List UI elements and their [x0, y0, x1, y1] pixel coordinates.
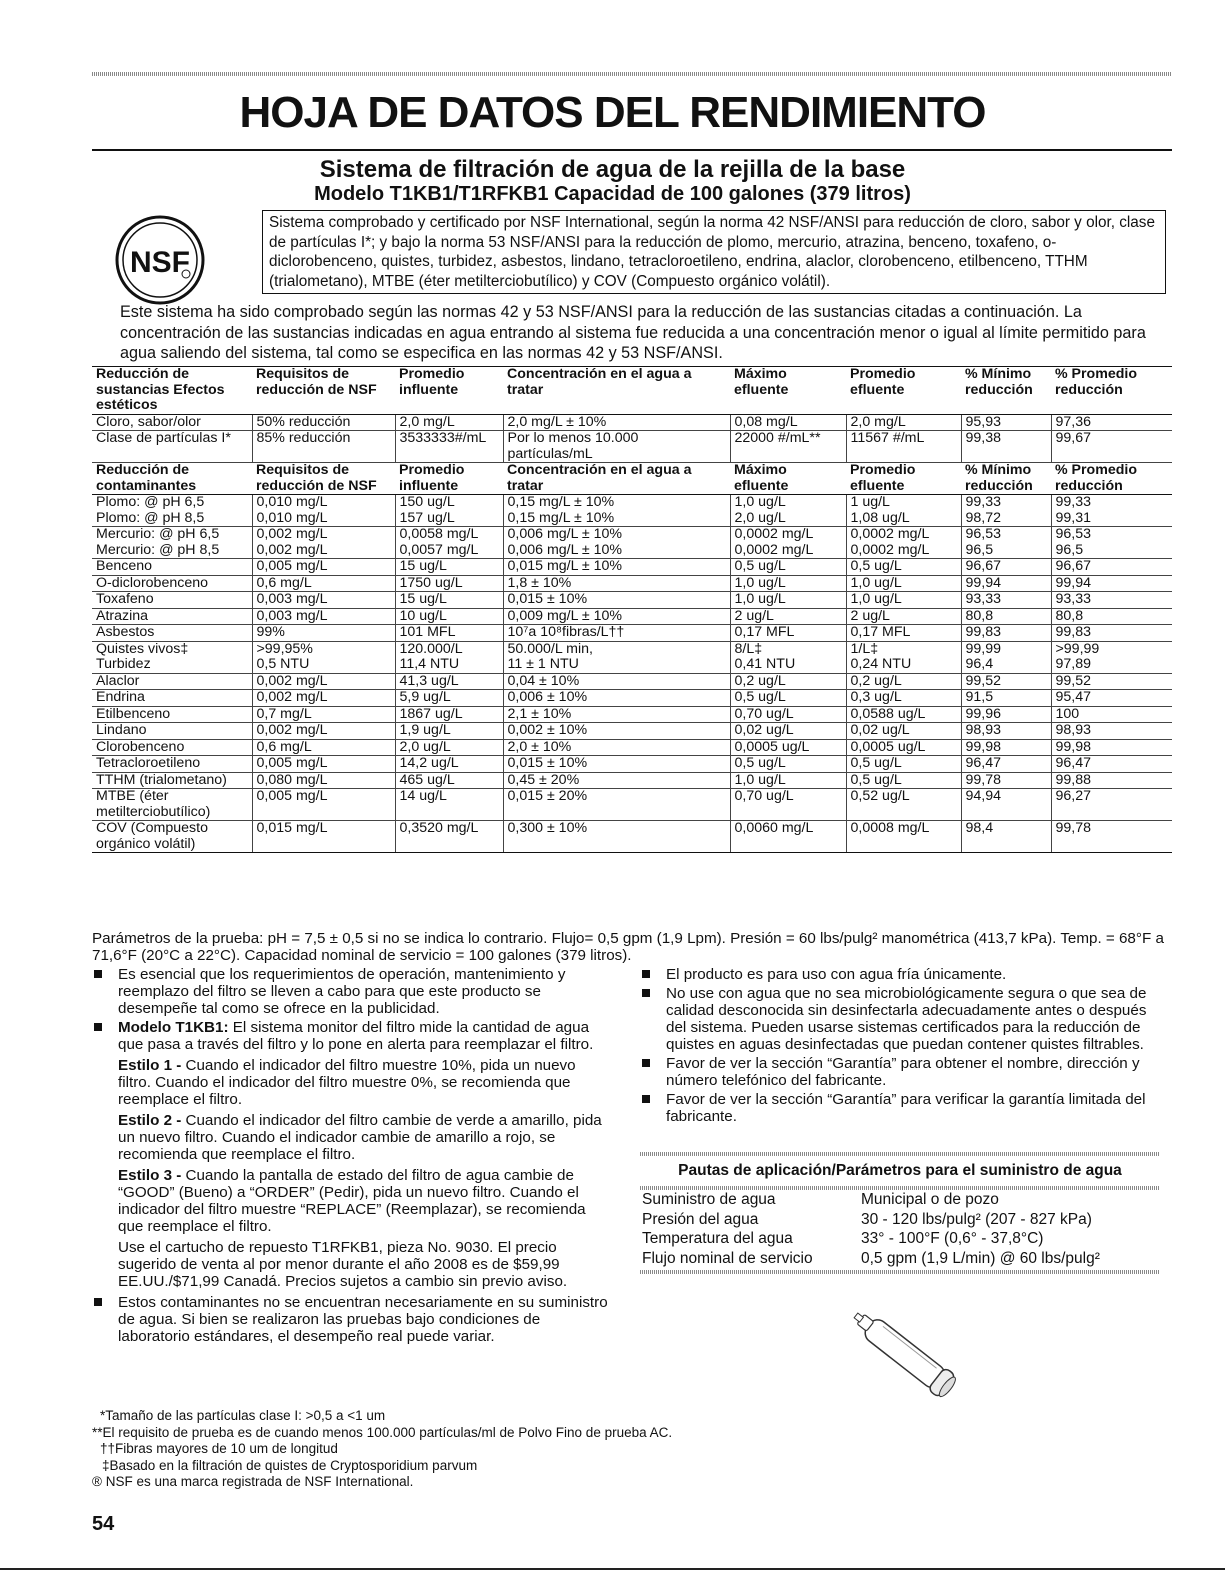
filter-cartridge-icon	[840, 1300, 970, 1410]
table-cell: Toxafeno	[92, 592, 252, 609]
table-cell: 99,99 96,4	[961, 641, 1051, 673]
table-cell: 1,9 ug/L	[395, 723, 503, 740]
column-header: % Promedio reducción	[1051, 463, 1172, 495]
table-cell: >99,95% 0,5 NTU	[252, 641, 395, 673]
table-cell: 99,38	[961, 431, 1051, 463]
table-cell: 93,33	[961, 592, 1051, 609]
footnote-fibers: ††Fibras mayores de 10 um de longitud	[100, 1441, 338, 1456]
table-row	[92, 575, 1172, 592]
table-row	[92, 559, 1172, 576]
table-row	[92, 706, 1172, 723]
table-cell: Asbestos	[92, 625, 252, 642]
table-row	[92, 690, 1172, 707]
table-cell: 0,17 MFL	[846, 625, 961, 642]
table-row	[92, 527, 1172, 559]
table-cell: MTBE (éter metilterciobutílico)	[92, 789, 252, 821]
table-cell: Lindano	[92, 723, 252, 740]
table-cell: 465 ug/L	[395, 772, 503, 789]
table-cell: 96,53 96,5	[961, 527, 1051, 559]
table-cell: Clase de partículas I*	[92, 431, 252, 463]
table-cell: 0,5 ug/L	[846, 772, 961, 789]
table-cell: Endrina	[92, 690, 252, 707]
table-cell: 0,52 ug/L	[846, 789, 961, 821]
table-cell: 2,0 ± 10%	[503, 739, 730, 756]
table-cell: 80,8	[961, 608, 1051, 625]
table-cell: 0,003 mg/L	[252, 592, 395, 609]
table-cell: 1750 ug/L	[395, 575, 503, 592]
bullet-warranty-limited: Favor de ver la sección “Garantía” para verificar la garantía limitada del fabricante.	[640, 1091, 1170, 1125]
intro-paragraph: Este sistema ha sido comprobado según las normas 42 y 53 NSF/ANSI para la reducción de las sustancias citadas a continuación. La concentración de las sustancias indicadas en agua entrando al sistema fue reducida a una concentración menor o igual al límite permitido para agua saliendo del sistema, tal como se especifica en las normas 42 y 53 NSF/ANSI.	[120, 303, 1146, 362]
table-cell: 0,3 ug/L	[846, 690, 961, 707]
table1-header-row	[92, 367, 1172, 415]
table-cell: 0,0008 mg/L	[846, 821, 961, 853]
test-parameters: Parámetros de la prueba: pH = 7,5 ± 0,5 si no se indica lo contrario. Flujo= 0,5 gpm (1,9 Lpm). Presión = 60 lbs/pulg² manométrica (413,7 kPa). Temp. = 68°F a 71,6°F (20°C a 22°C). Capacidad nominal de servicio = 100 galones (379 litros).	[92, 930, 1164, 964]
style-1-note: Estilo 1 - Cuando el indicador del filtro muestre 10%, pida un nuevo filtro. Cuando el indicador del filtro muestre 0%, se recomienda que reemplace el filtro.	[118, 1057, 576, 1108]
table-cell: 0,002 ± 10%	[503, 723, 730, 740]
table-cell: 0,006 ± 10%	[503, 690, 730, 707]
table-row	[92, 739, 1172, 756]
table-cell: 93,33	[1051, 592, 1172, 609]
table-cell: 1,0 ug/L	[846, 575, 961, 592]
table-cell: 1,8 ± 10%	[503, 575, 730, 592]
table-cell: 0,5 ug/L	[730, 756, 846, 773]
table-cell: 96,27	[1051, 789, 1172, 821]
table-cell: 100	[1051, 706, 1172, 723]
right-bullet-list	[640, 966, 1170, 1127]
table-cell: 0,0060 mg/L	[730, 821, 846, 853]
bullet-contaminants: Estos contaminantes no se encuentran necesariamente en su suministro de agua. Si bien se realizaron las pruebas bajo condiciones de laboratorio estándares, el desempeño real puede variar.	[92, 1294, 610, 1345]
guidelines-top-rule	[640, 1152, 1160, 1156]
table-cell: 15 ug/L	[395, 592, 503, 609]
section-subtitle: Sistema de filtración de agua de la rejilla de la base	[319, 156, 906, 183]
table-cell: 1867 ug/L	[395, 706, 503, 723]
table-row	[92, 641, 1172, 673]
table-cell: 0,006 mg/L ± 10% 0,006 mg/L ± 10%	[503, 527, 730, 559]
table-cell: 2 ug/L	[730, 608, 846, 625]
table-cell: 1 ug/L 1,08 ug/L	[846, 495, 961, 527]
table-cell: 99,83	[961, 625, 1051, 642]
table-cell: 0,015 ± 20%	[503, 789, 730, 821]
certification-box: Sistema comprobado y certificado por NSF International, según la norma 42 NSF/ANSI para reducción de cloro, sabor y olor, clase de partículas I*; y bajo la norma 53 NSF/ANSI para la reducción de plomo, mercurio, atrazina, benceno, toxafeno, o-diclorobenceno, quistes, turbidez, asbestos, lindano, tetracloroetileno, endrina, alaclor, clorobenceno, etilbenceno, TTHM (trialometano), MTBE (éter metilterciobutílico) y COV (Compuesto orgánico volátil).	[262, 210, 1166, 294]
table-cell: 1,0 ug/L	[730, 772, 846, 789]
table-cell: 2 ug/L	[846, 608, 961, 625]
bullet-operation: Es esencial que los requerimientos de operación, mantenimiento y reemplazo del filtro se lleven a cabo para que este producto se desempeñe tal como se ofrece en la publicidad.	[92, 966, 610, 1017]
bullet-warranty-contact: Favor de ver la sección “Garantía” para obtener el nombre, dirección y número telefónico del fabricante.	[640, 1055, 1170, 1089]
column-header: Máximo efluente	[730, 367, 846, 415]
table-cell: 50% reducción	[252, 414, 395, 431]
column-header: Promedio efluente	[846, 463, 961, 495]
table-cell: 41,3 ug/L	[395, 673, 503, 690]
column-header: Requisitos de reducción de NSF	[252, 367, 395, 415]
style-2-note: Estilo 2 - Cuando el indicador del filtro cambie de verde a amarillo, pida un nuevo filtro. Cuando el indicador cambie de amarillo a rojo, se recomienda que reemplace el filtro.	[118, 1112, 602, 1163]
table-cell: 3533333#/mL	[395, 431, 503, 463]
table-cell: 99,98	[961, 739, 1051, 756]
column-header: Máximo efluente	[730, 463, 846, 495]
table-row	[92, 756, 1172, 773]
model-line: Modelo T1KB1/T1RFKB1 Capacidad de 100 galones (379 litros)	[314, 183, 911, 205]
table-cell: 2,0 mg/L	[846, 414, 961, 431]
table-cell: 11567 #/mL	[846, 431, 961, 463]
column-header: Promedio influente	[395, 367, 503, 415]
table-cell: 99,33 99,31	[1051, 495, 1172, 527]
table-cell: 0,015 ± 10%	[503, 756, 730, 773]
table-row	[92, 495, 1172, 527]
table-row	[92, 789, 1172, 821]
table-cell: 95,93	[961, 414, 1051, 431]
table-cell: COV (Compuesto orgánico volátil)	[92, 821, 252, 853]
table-row	[92, 821, 1172, 853]
table-cell: 96,47	[961, 756, 1051, 773]
bullet-cold-water: El producto es para uso con agua fría únicamente.	[640, 966, 1170, 983]
table-cell: 0,0002 mg/L 0,0002 mg/L	[730, 527, 846, 559]
column-header: Concentración en el agua a tratar	[503, 463, 730, 495]
footnote-particles: *Tamaño de las partículas clase I: >0,5 a <1 um	[100, 1408, 386, 1423]
table-cell: 99,94	[961, 575, 1051, 592]
table-row	[92, 625, 1172, 642]
guide-label: Temperatura del agua	[642, 1230, 793, 1247]
top-dotted-rule	[92, 72, 1172, 76]
table-cell: 50.000/L min, 11 ± 1 NTU	[503, 641, 730, 673]
table-cell: Por lo menos 10.000 partículas/mL	[503, 431, 730, 463]
column-header: Promedio influente	[395, 463, 503, 495]
table-cell: 101 MFL	[395, 625, 503, 642]
table-row	[92, 431, 1172, 463]
table-cell: 0,300 ± 10%	[503, 821, 730, 853]
table-cell: 0,08 mg/L	[730, 414, 846, 431]
table-cell: 0,015 mg/L	[252, 821, 395, 853]
table-row	[92, 414, 1172, 431]
guide-value: Municipal o de pozo	[861, 1191, 999, 1208]
table-cell: 0,010 mg/L 0,010 mg/L	[252, 495, 395, 527]
table-cell: 1,0 ug/L	[730, 592, 846, 609]
table-cell: 1/L‡ 0,24 NTU	[846, 641, 961, 673]
table-cell: 0,6 mg/L	[252, 739, 395, 756]
table-cell: 0,04 ± 10%	[503, 673, 730, 690]
table-cell: 99,96	[961, 706, 1051, 723]
column-header: Concentración en el agua a tratar	[503, 367, 730, 415]
guide-label: Flujo nominal de servicio	[642, 1249, 813, 1267]
table-cell: Clorobenceno	[92, 739, 252, 756]
table-cell: 0,15 mg/L ± 10% 0,15 mg/L ± 10%	[503, 495, 730, 527]
table-cell: 99,98	[1051, 739, 1172, 756]
table-row	[92, 772, 1172, 789]
table-cell: 99,78	[1051, 821, 1172, 853]
table-cell: 5,9 ug/L	[395, 690, 503, 707]
column-header: % Promedio reducción	[1051, 367, 1172, 415]
style-3-note: Estilo 3 - Cuando la pantalla de estado del filtro de agua cambie de “GOOD” (Bueno) a “ORDER” (Pedir), pida un nuevo filtro. Cuando el indicador del filtro muestre “REPLACE” (Reemplazar), se recomienda que reemplace el filtro.	[118, 1167, 586, 1235]
table-cell: 0,0005 ug/L	[846, 739, 961, 756]
title-rule	[92, 149, 1172, 151]
table-cell: 96,53 96,5	[1051, 527, 1172, 559]
table-cell: 97,36	[1051, 414, 1172, 431]
guide-value: 30 - 120 lbs/pulg² (207 - 827 kPa)	[861, 1210, 1092, 1228]
table-cell: Plomo: @ pH 6,5 Plomo: @ pH 8,5	[92, 495, 252, 527]
table-cell: 99%	[252, 625, 395, 642]
table-row	[92, 723, 1172, 740]
footnote-trademark: ® NSF es una marca registrada de NSF International.	[92, 1474, 414, 1489]
table2-header-row	[92, 463, 1172, 495]
table-cell: 1,0 ug/L	[846, 592, 961, 609]
footnote-test-requirement: **El requisito de prueba es de cuando menos 100.000 partículas/ml de Polvo Fino de prueba AC.	[92, 1424, 673, 1440]
table-cell: 0,003 mg/L	[252, 608, 395, 625]
table-cell: 0,0588 ug/L	[846, 706, 961, 723]
table-cell: Mercurio: @ pH 6,5 Mercurio: @ pH 8,5	[92, 527, 252, 559]
table-cell: Alaclor	[92, 673, 252, 690]
nsf-logo-text: NSF	[130, 246, 190, 279]
table-cell: O-diclorobenceno	[92, 575, 252, 592]
table-cell: 0,5 ug/L	[846, 756, 961, 773]
table-cell: 95,47	[1051, 690, 1172, 707]
bullet-safe-water: No use con agua que no sea microbiológicamente segura o que sea de calidad desconocida sin desinfectarla adecuadamente antes o después del sistema. Pueden usarse sistemas certificados para la reducción de quistes en aguas desinfectadas que puedan contener quistes filtrables.	[640, 985, 1170, 1053]
table-cell: 0,2 ug/L	[846, 673, 961, 690]
table-cell: 96,67	[1051, 559, 1172, 576]
replacement-note: Use el cartucho de repuesto T1RFKB1, pieza No. 9030. El precio sugerido de venta al por menor durante el año 2008 es de $59,99 EE.UU./$71,99 Canadá. Precios sujetos a cambio sin previo aviso.	[118, 1239, 568, 1290]
table-cell: Benceno	[92, 559, 252, 576]
table-cell: 98,4	[961, 821, 1051, 853]
column-header: % Mínimo reducción	[961, 463, 1051, 495]
column-header: Promedio efluente	[846, 367, 961, 415]
guide-label: Suministro de agua	[642, 1191, 776, 1208]
guidelines-table	[640, 1190, 1160, 1268]
nsf-logo-icon	[114, 214, 206, 306]
table-cell: 96,47	[1051, 756, 1172, 773]
guidelines-title: Pautas de aplicación/Parámetros para el suministro de agua	[678, 1162, 1122, 1179]
table-cell: 15 ug/L	[395, 559, 503, 576]
table-cell: 98,93	[1051, 723, 1172, 740]
table-cell: 94,94	[961, 789, 1051, 821]
table-cell: 0,5 ug/L	[730, 559, 846, 576]
table-cell: 0,70 ug/L	[730, 789, 846, 821]
table-cell: 150 ug/L 157 ug/L	[395, 495, 503, 527]
table-cell: Quistes vivos‡ Turbidez	[92, 641, 252, 673]
table-cell: TTHM (trialometano)	[92, 772, 252, 789]
table-cell: Tetracloroetileno	[92, 756, 252, 773]
footnotes	[92, 1408, 1092, 1491]
table-row	[92, 592, 1172, 609]
bullet-model: Modelo T1KB1: El sistema monitor del filtro mide la cantidad de agua que pasa a través del filtro y lo pone en alerta para reemplazar el filtro. Estilo 1 - Cuando el indicador del filtro muestre 10%, pida un nuevo filtro. Cuando el indicador del filtro muestre 0%, se recomienda que reemplace el filtro. Estilo 2 - Cuando el indicador del filtro cambie de verde a amarillo, pida un nuevo filtro. Cuando el indicador cambie de amarillo a rojo, se recomienda que reemplace el filtro. Estilo 3 - Cuando la pantalla de estado del filtro de agua cambie de “GOOD” (Bueno) a “ORDER” (Pedir), pida un nuevo filtro. Cuando el indicador del filtro muestre “REPLACE” (Reemplazar), se recomienda que reemplace el filtro. Use el cartucho de repuesto T1RFKB1, pieza No. 9030. El precio sugerido de venta al por menor durante el año 2008 es de $59,99 EE.UU./$71,99 Canadá. Precios sujetos a cambio sin previo aviso.	[92, 1019, 610, 1290]
column-header: % Mínimo reducción	[961, 367, 1051, 415]
table-cell: 0,17 MFL	[730, 625, 846, 642]
page-number: 54	[92, 1513, 115, 1535]
guidelines-bottom-rule	[640, 1270, 1160, 1274]
table-cell: 80,8	[1051, 608, 1172, 625]
table-cell: 0,009 mg/L ± 10%	[503, 608, 730, 625]
guide-value: 0,5 gpm (1,9 L/min) @ 60 lbs/pulg²	[861, 1249, 1100, 1267]
table-cell: 99,94	[1051, 575, 1172, 592]
table-cell: 0,6 mg/L	[252, 575, 395, 592]
table-cell: 99,88	[1051, 772, 1172, 789]
table-cell: 99,33 98,72	[961, 495, 1051, 527]
table-cell: 1,0 ug/L	[730, 575, 846, 592]
table-cell: 0,5 ug/L	[846, 559, 961, 576]
table-cell: 2,0 mg/L	[395, 414, 503, 431]
table-cell: 96,67	[961, 559, 1051, 576]
guide-value: 33° - 100°F (0,6° - 37,8°C)	[861, 1230, 1044, 1247]
table-cell: 99,78	[961, 772, 1051, 789]
guidelines-box	[640, 1152, 1160, 1274]
table-cell: 0,002 mg/L	[252, 673, 395, 690]
table-cell: 2,0 mg/L ± 10%	[503, 414, 730, 431]
footnote-cysts: ‡Basado en la filtración de quistes de Cryptosporidium parvum	[102, 1457, 478, 1473]
table-cell: 0,005 mg/L	[252, 756, 395, 773]
left-bullet-list	[92, 966, 610, 1347]
table-cell: 8/L‡ 0,41 NTU	[730, 641, 846, 673]
page-title: HOJA DE DATOS DEL RENDIMIENTO	[239, 88, 986, 137]
table-cell: 2,0 ug/L	[395, 739, 503, 756]
table-cell: 0,7 mg/L	[252, 706, 395, 723]
table-cell: 0,080 mg/L	[252, 772, 395, 789]
table-cell: 0,005 mg/L	[252, 559, 395, 576]
table-cell: 22000 #/mL**	[730, 431, 846, 463]
table-cell: 99,83	[1051, 625, 1172, 642]
table-cell: 0,002 mg/L	[252, 723, 395, 740]
table-cell: 0,02 ug/L	[730, 723, 846, 740]
table-cell: 99,52	[1051, 673, 1172, 690]
table-cell: 0,5 ug/L	[730, 690, 846, 707]
table-cell: 0,015 ± 10%	[503, 592, 730, 609]
table-cell: 0,005 mg/L	[252, 789, 395, 821]
table-cell: 14 ug/L	[395, 789, 503, 821]
table-cell: 0,3520 mg/L	[395, 821, 503, 853]
column-header: Reducción de sustancias Efectos estéticos	[92, 367, 252, 415]
table-row	[92, 673, 1172, 690]
table-cell: 10 ug/L	[395, 608, 503, 625]
table-cell: >99,99 97,89	[1051, 641, 1172, 673]
table-cell: 0,0005 ug/L	[730, 739, 846, 756]
table-cell: 0,2 ug/L	[730, 673, 846, 690]
table-cell: Atrazina	[92, 608, 252, 625]
guide-label: Presión del agua	[642, 1210, 759, 1228]
column-header: Reducción de contaminantes	[92, 463, 252, 495]
table-cell: 85% reducción	[252, 431, 395, 463]
table-cell: 91,5	[961, 690, 1051, 707]
table-cell: 1,0 ug/L 2,0 ug/L	[730, 495, 846, 527]
performance-table	[92, 366, 1172, 853]
table-cell: Cloro, sabor/olor	[92, 414, 252, 431]
table-row	[92, 608, 1172, 625]
table-cell: 2,1 ± 10%	[503, 706, 730, 723]
table-cell: 0,70 ug/L	[730, 706, 846, 723]
table-cell: 120.000/L 11,4 NTU	[395, 641, 503, 673]
table-cell: 0,002 mg/L 0,002 mg/L	[252, 527, 395, 559]
table-cell: Etilbenceno	[92, 706, 252, 723]
bottom-rule	[0, 1568, 1225, 1570]
table-cell: 99,52	[961, 673, 1051, 690]
table-cell: 99,67	[1051, 431, 1172, 463]
table-cell: 0,45 ± 20%	[503, 772, 730, 789]
table-cell: 98,93	[961, 723, 1051, 740]
table-cell: 0,002 mg/L	[252, 690, 395, 707]
table-cell: 10⁷a 10⁸fibras/L††	[503, 625, 730, 642]
table-cell: 14,2 ug/L	[395, 756, 503, 773]
column-header: Requisitos de reducción de NSF	[252, 463, 395, 495]
table-cell: 0,0058 mg/L 0,0057 mg/L	[395, 527, 503, 559]
table-cell: 0,0002 mg/L 0,0002 mg/L	[846, 527, 961, 559]
table-cell: 0,02 ug/L	[846, 723, 961, 740]
table-cell: 0,015 mg/L ± 10%	[503, 559, 730, 576]
